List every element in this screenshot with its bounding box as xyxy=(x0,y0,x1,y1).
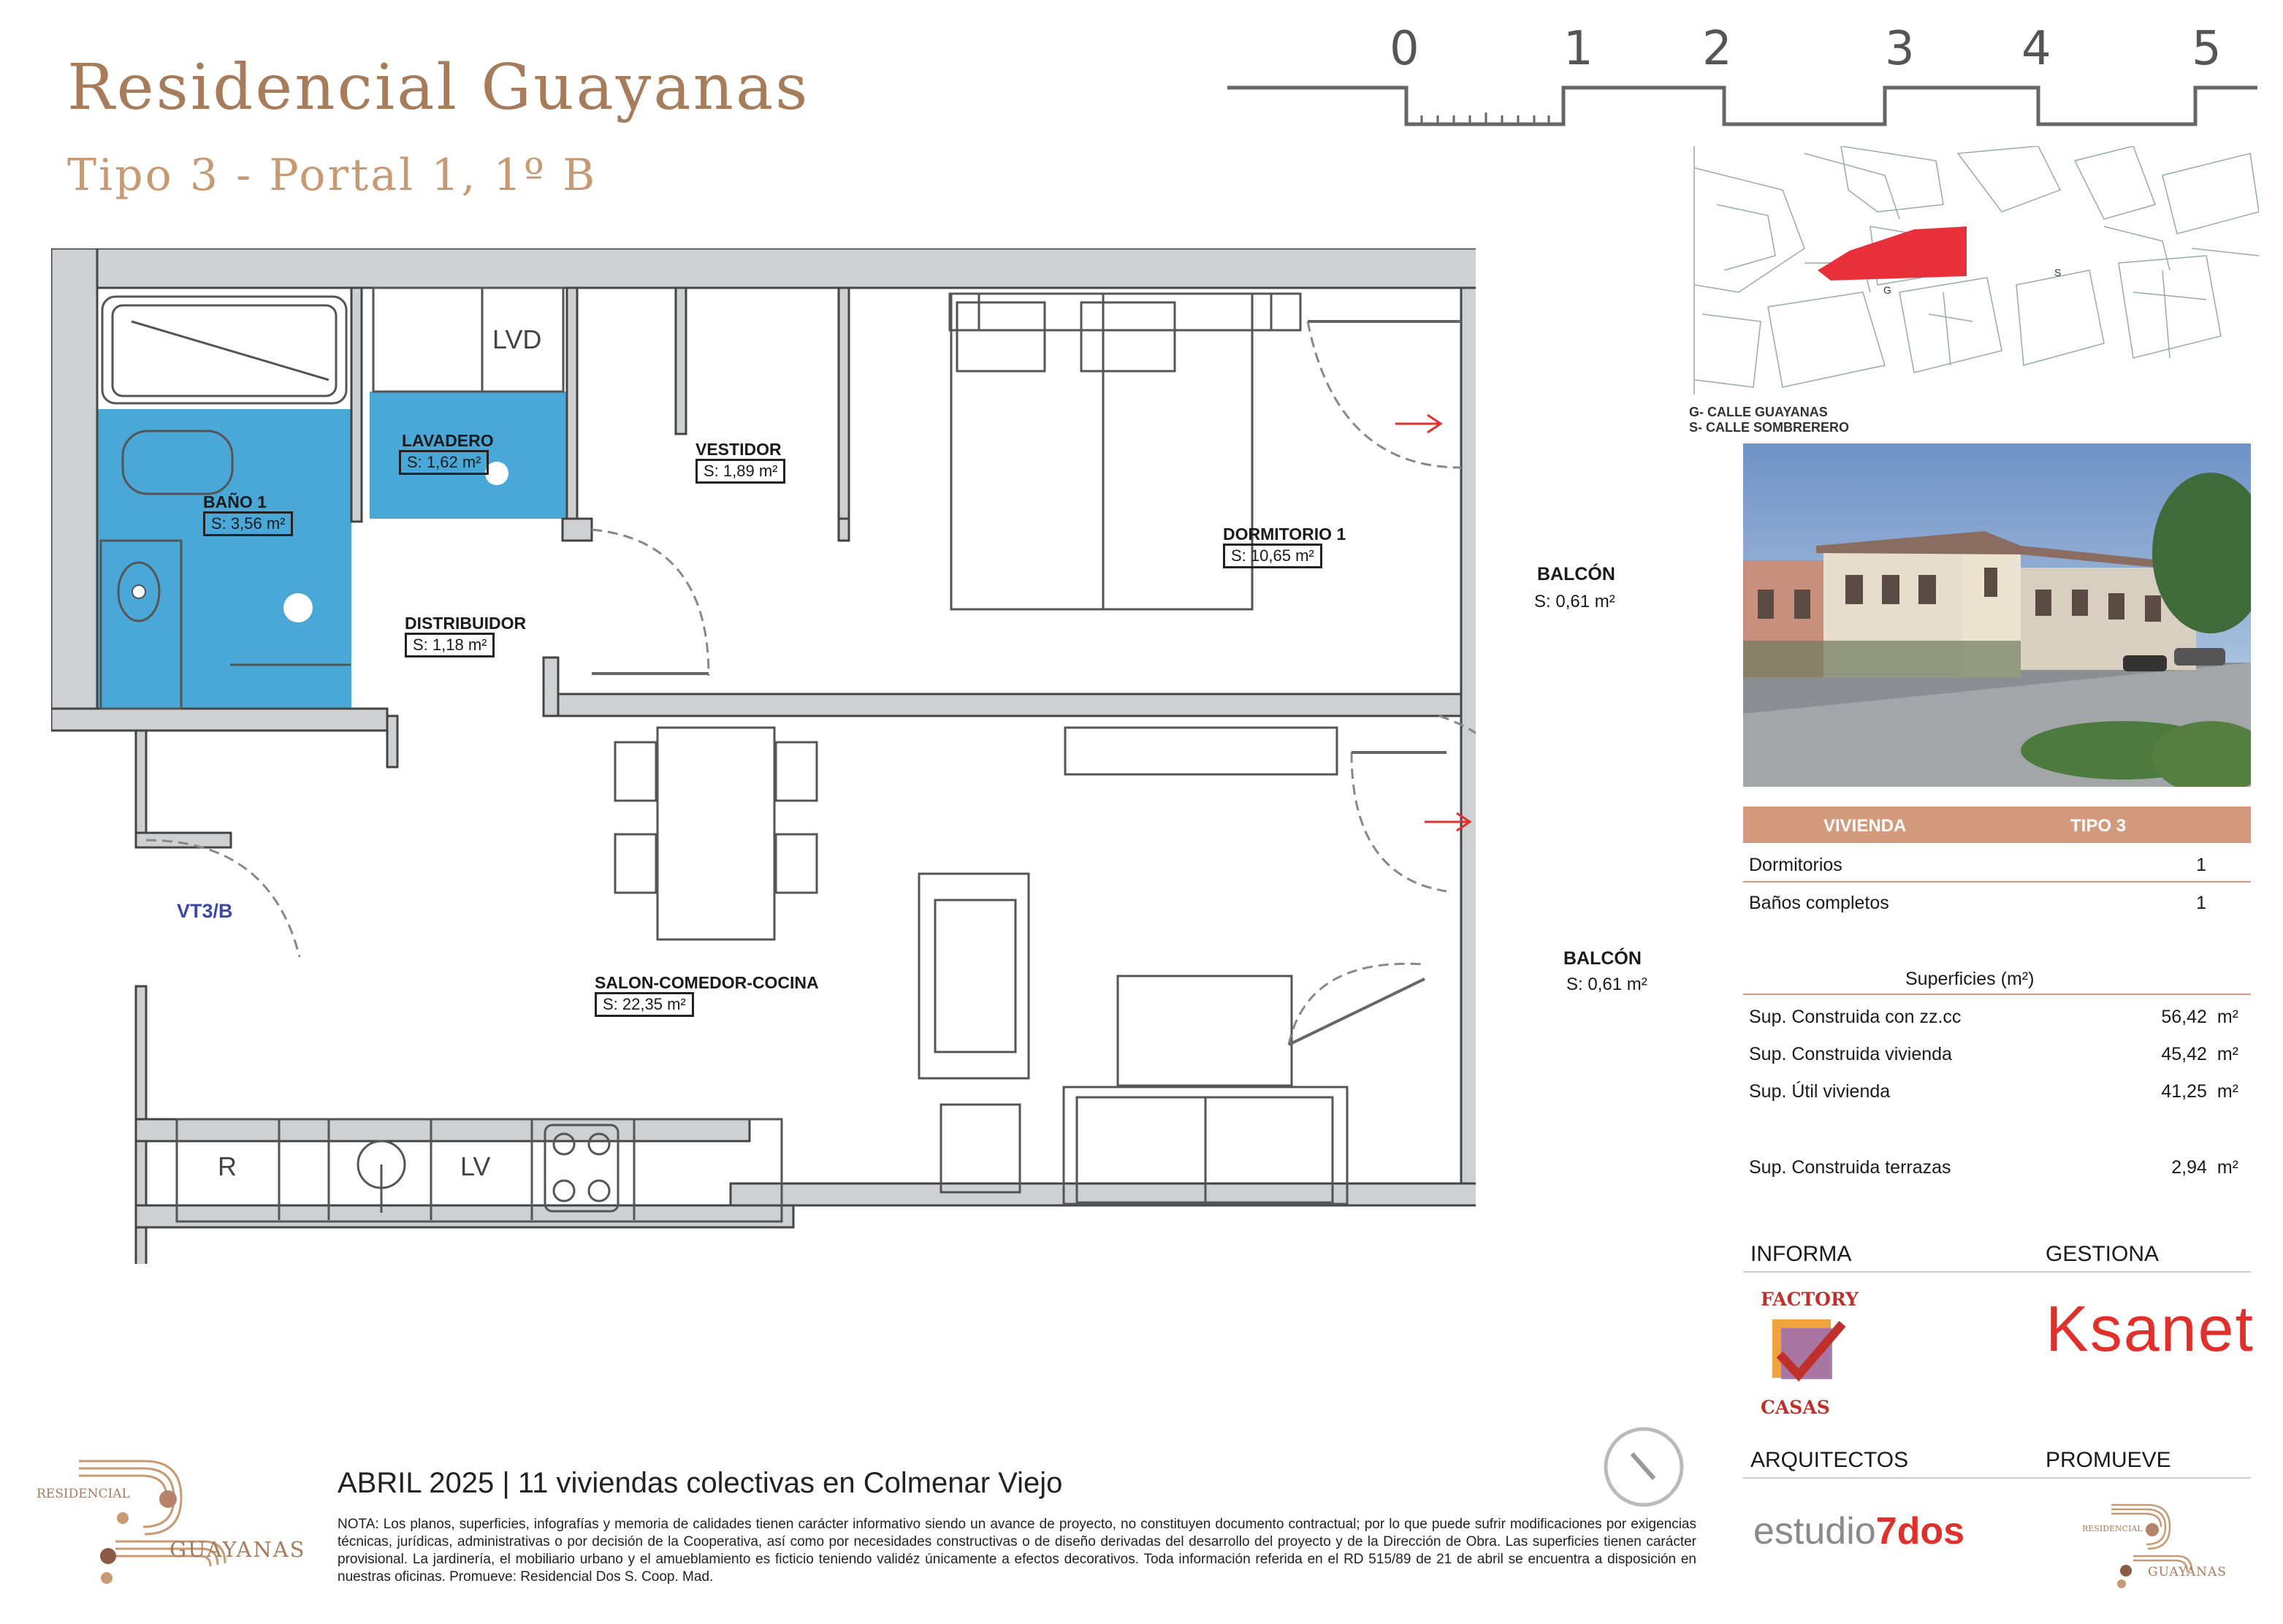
room-area-salon: S: 22,35 m² xyxy=(595,992,694,1017)
estudio7dos-logo xyxy=(1753,1509,1964,1553)
room-area-lavadero: S: 1,62 m² xyxy=(399,450,489,475)
footer-logo-bottom: GUAYANAS xyxy=(169,1537,306,1562)
scale-mark-4: 4 xyxy=(2021,22,2051,76)
north-arrow-icon xyxy=(1600,1423,1688,1511)
surfaces-title: Superficies (m²) xyxy=(1905,969,2035,989)
casas-text: CASAS xyxy=(1761,1397,1830,1418)
surface-unit: m² xyxy=(2217,1081,2238,1102)
surface-label: Sup. Construida terrazas xyxy=(1749,1157,1951,1178)
surface-label: Sup. Construida vivienda xyxy=(1749,1044,1952,1064)
summary-row-value: 1 xyxy=(2196,893,2206,913)
surface-value-wrap xyxy=(2161,1007,2238,1028)
map-label-s: S xyxy=(2054,267,2062,278)
divider xyxy=(1743,1477,2251,1479)
entrance-label: VT3/B xyxy=(177,900,233,922)
informa-label: INFORMA xyxy=(1750,1242,1852,1266)
surface-unit: m² xyxy=(2217,1044,2238,1064)
divider xyxy=(1743,994,2251,995)
surface-value-wrap xyxy=(2161,1081,2238,1102)
street-map xyxy=(1695,146,2259,394)
promueve-label: PROMUEVE xyxy=(2046,1448,2171,1472)
building-render-image xyxy=(1743,443,2251,787)
footer-date-line: ABRIL 2025 | 11 viviendas colectivas en Colmenar Viejo xyxy=(338,1467,1063,1499)
promoter-logo-top: RESIDENCIAL xyxy=(2082,1524,2143,1533)
room-area-dormitorio: S: 10,65 m² xyxy=(1223,544,1322,568)
promoter-logo xyxy=(2082,1498,2243,1593)
shower-drain-icon xyxy=(283,593,313,622)
summary-table-header xyxy=(1743,807,2251,843)
fridge-label: R xyxy=(218,1151,237,1181)
estudio-text: estudio xyxy=(1753,1510,1876,1552)
scale-mark-2: 2 xyxy=(1702,22,1732,76)
surface-value: 45,42 xyxy=(2161,1044,2207,1064)
washer-dryer-label: LVD xyxy=(492,324,542,354)
room-label-dormitorio: DORMITORIO 1 xyxy=(1223,525,1346,544)
summary-row-label: Baños completos xyxy=(1749,893,1889,913)
page-title: Residencial Guayanas xyxy=(67,51,810,124)
balcony-1-label: BALCÓN xyxy=(1537,564,1615,584)
surface-value-wrap xyxy=(2161,1044,2238,1065)
factory-text: FACTORY xyxy=(1761,1289,1859,1310)
scale-mark-3: 3 xyxy=(1885,22,1915,76)
ksanet-logo: Ksanet xyxy=(2046,1292,2255,1365)
footer-logo-top: RESIDENCIAL xyxy=(37,1487,130,1501)
surface-value: 41,25 xyxy=(2161,1081,2207,1102)
surface-label: Sup. Útil vivienda xyxy=(1749,1081,1891,1102)
scale-mark-0: 0 xyxy=(1390,22,1419,76)
plot-highlight xyxy=(1818,226,1967,281)
factory-casas-logo xyxy=(1761,1289,1863,1420)
summary-header-tipo: TIPO 3 xyxy=(2070,816,2127,836)
room-label-lavadero: LAVADERO xyxy=(402,431,494,450)
room-label-salon: SALON-COMEDOR-COCINA xyxy=(595,973,819,992)
balcony-1-area: S: 0,61 m² xyxy=(1534,592,1615,611)
promoter-logo-bottom: GUAYANAS xyxy=(2148,1565,2227,1579)
scale-bar xyxy=(1227,22,2257,131)
balcony-2-area: S: 0,61 m² xyxy=(1566,975,1647,994)
room-area-bano: S: 3,56 m² xyxy=(203,511,293,536)
location-map xyxy=(1693,146,2259,394)
gestiona-label: GESTIONA xyxy=(2046,1242,2160,1266)
floor-plan xyxy=(51,248,1647,1264)
residencial-guayanas-logo-icon xyxy=(35,1446,313,1593)
estudio-7dos-text: 7dos xyxy=(1875,1510,1965,1552)
dishwasher-label: LV xyxy=(460,1151,491,1181)
floor-plan-drawing xyxy=(51,248,1476,1264)
balcony-2-label: BALCÓN xyxy=(1563,948,1642,969)
surface-label: Sup. Construida con zz.cc xyxy=(1749,1007,1962,1027)
summary-row-label: Dormitorios xyxy=(1749,855,1842,875)
page-subtitle: Tipo 3 - Portal 1, 1º B xyxy=(67,150,598,201)
room-label-distribuidor: DISTRIBUIDOR xyxy=(405,614,527,633)
footer-disclaimer: NOTA: Los planos, superficies, infografías y memoria de calidades tienen carácter informativo siendo un avance de proyecto, no constituyen documento contractual; por lo que puede sufrir modificaciones por exigencias técnicas, jurídicas, administrativas o por decisión de la Cooperativa, así como por necesidades constructivas o de diseño derivadas del desarrollo del proyecto y de la Dirección de Obra. Las superficies tienen carácter provisional. La jardinería, el mobiliario urbano y el amueblamiento es ficticio teniendo validéz únicamente a efectos decorativos. Toda información referida en el RD 515/89 de 21 de abril se encuentra a disposición en nuestras oficinas. Promueve: Residencial Dos S. Coop. Mad. xyxy=(338,1517,1696,1585)
surface-value-wrap xyxy=(2171,1157,2238,1178)
footer-logo xyxy=(35,1446,313,1593)
room-area-vestidor: S: 1,89 m² xyxy=(695,459,785,484)
building-render xyxy=(1743,443,2251,787)
bathroom-fill xyxy=(97,409,351,731)
map-legend-guayanas: G- CALLE GUAYANAS xyxy=(1689,405,1828,419)
divider xyxy=(1743,881,2251,882)
map-legend-sombrerero: S- CALLE SOMBRERERO xyxy=(1689,420,1850,435)
surface-unit: m² xyxy=(2217,1007,2238,1027)
summary-header-vivienda: VIVIENDA xyxy=(1823,816,1907,836)
scale-mark-5: 5 xyxy=(2192,22,2222,76)
surface-value: 2,94 xyxy=(2171,1157,2207,1178)
room-area-distribuidor: S: 1,18 m² xyxy=(405,633,495,657)
scale-mark-1: 1 xyxy=(1563,22,1593,76)
factory-check-icon xyxy=(1766,1314,1847,1394)
room-label-vestidor: VESTIDOR xyxy=(695,440,782,459)
surface-unit: m² xyxy=(2217,1157,2238,1178)
summary-row-value: 1 xyxy=(2196,855,2206,875)
map-label-g: G xyxy=(1883,284,1891,296)
divider xyxy=(1743,1271,2251,1273)
room-label-bano: BAÑO 1 xyxy=(203,492,267,511)
surface-value: 56,42 xyxy=(2161,1007,2207,1027)
scale-line xyxy=(1227,80,2257,131)
arquitectos-label: ARQUITECTOS xyxy=(1750,1448,1909,1472)
